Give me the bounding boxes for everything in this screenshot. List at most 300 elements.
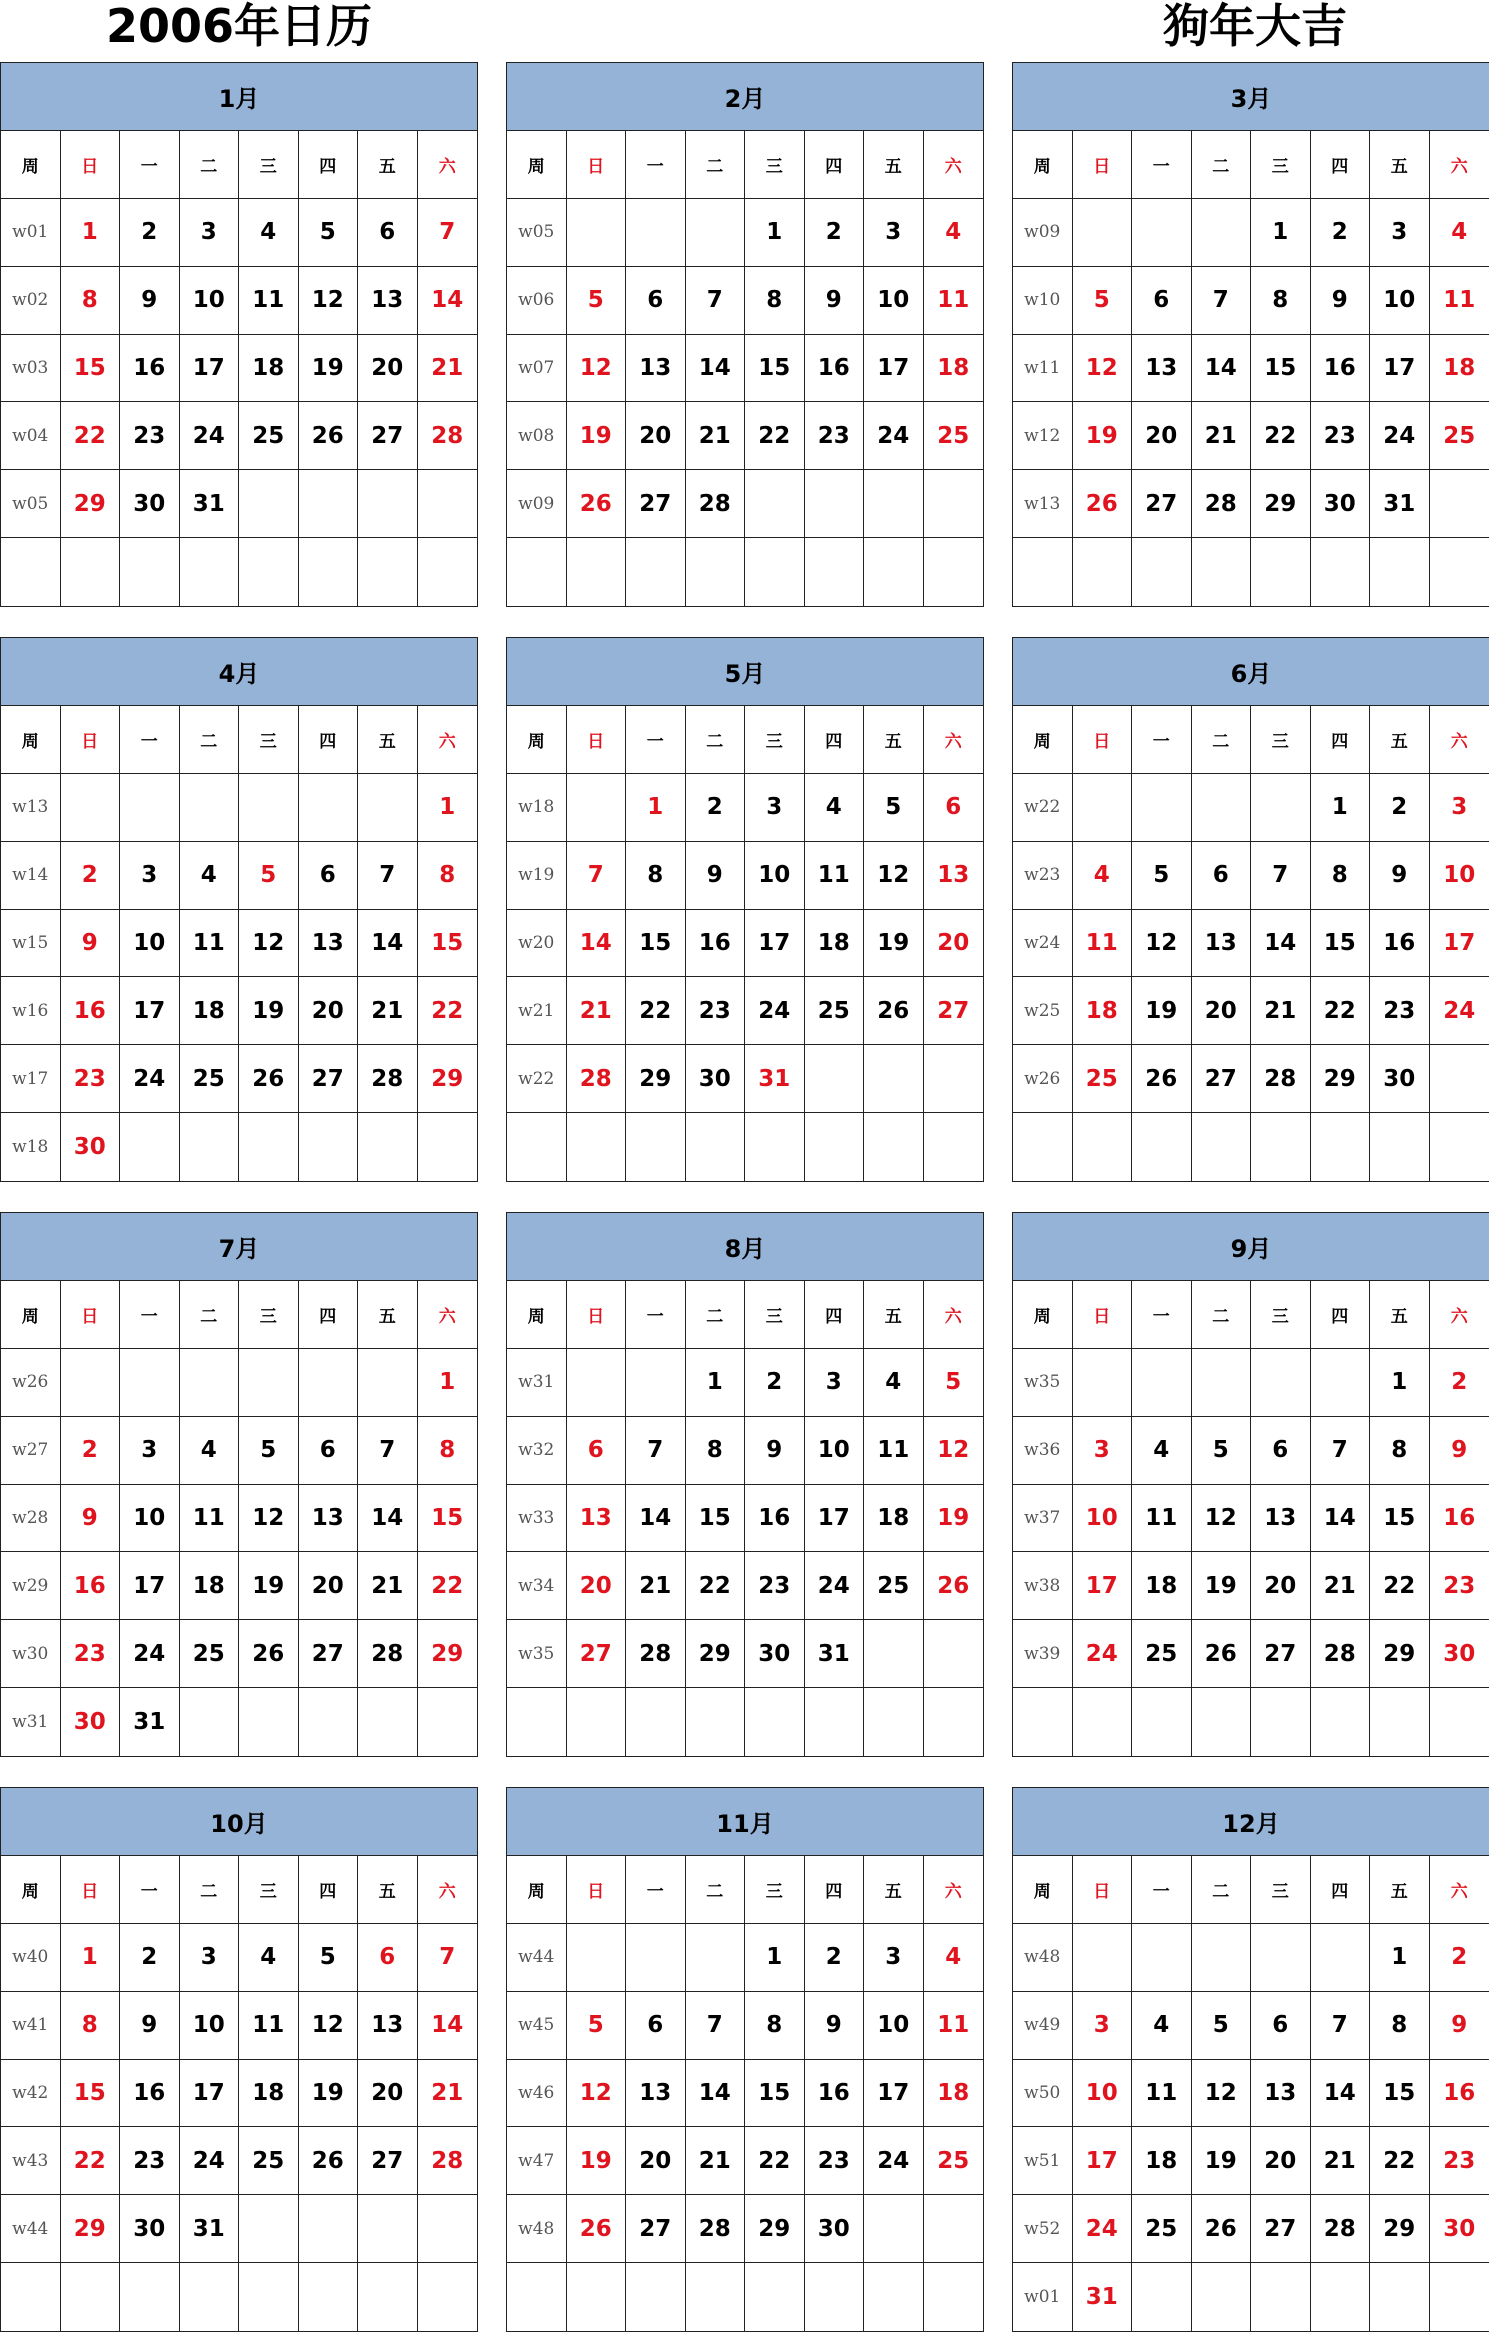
day-cell: 2 [1311, 199, 1371, 267]
week-number: w31 [507, 1349, 567, 1417]
week-number: w37 [1013, 1485, 1073, 1553]
week-number [507, 538, 567, 606]
day-cell: 1 [61, 199, 121, 267]
weekday-header: 日 [1073, 131, 1133, 199]
day-cell: 27 [358, 2127, 418, 2195]
week-number: w44 [507, 1924, 567, 1992]
day-cell: 11 [180, 910, 240, 978]
day-cell: 11 [924, 1992, 984, 2060]
day-cell: 20 [1251, 2127, 1311, 2195]
day-cell: 28 [1311, 1620, 1371, 1688]
day-cell: 8 [1251, 267, 1311, 335]
day-cell: 29 [418, 1620, 478, 1688]
day-cell: 1 [745, 1924, 805, 1992]
day-cell: 5 [299, 1924, 359, 1992]
day-cell: 7 [1251, 842, 1311, 910]
month-grid [1, 1856, 477, 2331]
week-number: w17 [1, 1045, 61, 1113]
day-cell [1073, 1113, 1133, 1181]
week-number: w44 [1, 2195, 61, 2263]
weekday-header: 六 [1430, 1281, 1489, 1349]
day-cell: 26 [567, 470, 627, 538]
week-number: w26 [1, 1349, 61, 1417]
weekday-header: 五 [864, 1281, 924, 1349]
month-block [0, 62, 478, 607]
day-cell [626, 1924, 686, 1992]
week-number: w39 [1013, 1620, 1073, 1688]
day-cell: 8 [61, 267, 121, 335]
month-block [1012, 62, 1489, 607]
day-cell: 20 [1132, 402, 1192, 470]
day-cell [924, 1688, 984, 1756]
weekday-header: 六 [924, 131, 984, 199]
day-cell: 20 [567, 1552, 627, 1620]
day-cell: 22 [418, 977, 478, 1045]
month-grid [507, 131, 983, 606]
month-block [0, 1787, 478, 2332]
week-number: w32 [507, 1417, 567, 1485]
week-number: w46 [507, 2060, 567, 2128]
day-cell: 27 [1192, 1045, 1252, 1113]
day-cell: 6 [358, 199, 418, 267]
day-cell: 17 [1073, 2127, 1133, 2195]
weekday-header: 二 [1192, 706, 1252, 774]
weekday-header: 三 [745, 706, 805, 774]
weekday-header: 日 [567, 1856, 627, 1924]
week-number: w01 [1013, 2263, 1073, 2331]
day-cell [299, 1688, 359, 1756]
day-cell [1192, 1349, 1252, 1417]
day-cell [1430, 470, 1489, 538]
week-number: w05 [507, 199, 567, 267]
day-cell [1311, 1349, 1371, 1417]
week-number: w19 [507, 842, 567, 910]
day-cell [567, 1349, 627, 1417]
day-cell: 28 [418, 402, 478, 470]
day-cell: 17 [864, 335, 924, 403]
day-cell: 13 [567, 1485, 627, 1553]
day-cell: 28 [686, 2195, 746, 2263]
day-cell: 14 [1311, 1485, 1371, 1553]
day-cell: 5 [567, 1992, 627, 2060]
day-cell: 11 [1132, 2060, 1192, 2128]
day-cell: 16 [1311, 335, 1371, 403]
day-cell [299, 1113, 359, 1181]
day-cell [626, 199, 686, 267]
day-cell: 25 [180, 1620, 240, 1688]
day-cell [1370, 2263, 1430, 2331]
day-cell: 31 [1370, 470, 1430, 538]
week-number: w52 [1013, 2195, 1073, 2263]
week-column-header: 周 [1, 1856, 61, 1924]
day-cell: 27 [1251, 1620, 1311, 1688]
weekday-header: 日 [1073, 1856, 1133, 1924]
day-cell: 13 [924, 842, 984, 910]
day-cell: 29 [1251, 470, 1311, 538]
day-cell: 3 [180, 199, 240, 267]
day-cell: 10 [180, 267, 240, 335]
day-cell: 16 [61, 1552, 121, 1620]
day-cell [1132, 538, 1192, 606]
month-title: 12月 [1013, 1788, 1489, 1856]
day-cell: 7 [626, 1417, 686, 1485]
day-cell: 13 [626, 335, 686, 403]
day-cell: 30 [1430, 2195, 1489, 2263]
day-cell [924, 2195, 984, 2263]
day-cell: 25 [1430, 402, 1489, 470]
day-cell [567, 538, 627, 606]
day-cell: 3 [864, 199, 924, 267]
day-cell: 4 [1132, 1417, 1192, 1485]
weekday-header: 六 [924, 706, 984, 774]
day-cell: 20 [299, 977, 359, 1045]
day-cell [1251, 1924, 1311, 1992]
day-cell: 15 [745, 2060, 805, 2128]
day-cell: 30 [1370, 1045, 1430, 1113]
month-grid [1013, 1281, 1489, 1756]
day-cell: 3 [1073, 1417, 1133, 1485]
day-cell: 20 [358, 335, 418, 403]
day-cell: 7 [686, 267, 746, 335]
day-cell: 11 [1430, 267, 1489, 335]
day-cell: 2 [1430, 1349, 1489, 1417]
day-cell: 10 [805, 1417, 865, 1485]
day-cell [1251, 1113, 1311, 1181]
day-cell [924, 1045, 984, 1113]
weekday-header: 四 [299, 1281, 359, 1349]
day-cell [358, 1688, 418, 1756]
day-cell [686, 1924, 746, 1992]
day-cell [864, 1620, 924, 1688]
day-cell: 3 [1430, 774, 1489, 842]
day-cell [864, 470, 924, 538]
day-cell [626, 1688, 686, 1756]
day-cell [1132, 774, 1192, 842]
day-cell: 2 [1370, 774, 1430, 842]
week-number: w45 [507, 1992, 567, 2060]
day-cell: 5 [239, 842, 299, 910]
day-cell: 28 [1192, 470, 1252, 538]
day-cell [1251, 538, 1311, 606]
month-title: 6月 [1013, 638, 1489, 706]
day-cell: 25 [239, 402, 299, 470]
day-cell: 12 [924, 1417, 984, 1485]
weekday-header: 一 [626, 1856, 686, 1924]
weekday-header: 二 [1192, 131, 1252, 199]
day-cell: 11 [239, 267, 299, 335]
day-cell: 22 [1370, 1552, 1430, 1620]
week-number: w35 [507, 1620, 567, 1688]
month-block [0, 1212, 478, 1757]
day-cell [418, 538, 478, 606]
day-cell: 16 [805, 2060, 865, 2128]
day-cell: 26 [299, 402, 359, 470]
day-cell [418, 2263, 478, 2331]
week-number: w29 [1, 1552, 61, 1620]
day-cell [1192, 538, 1252, 606]
day-cell: 24 [120, 1620, 180, 1688]
day-cell: 15 [1370, 1485, 1430, 1553]
day-cell: 25 [864, 1552, 924, 1620]
weekday-header: 五 [864, 1856, 924, 1924]
day-cell: 4 [180, 842, 240, 910]
month-title: 5月 [507, 638, 983, 706]
day-cell [626, 538, 686, 606]
day-cell: 28 [1251, 1045, 1311, 1113]
day-cell: 19 [924, 1485, 984, 1553]
weekday-header: 一 [626, 706, 686, 774]
day-cell: 24 [180, 2127, 240, 2195]
day-cell: 23 [1430, 2127, 1489, 2195]
day-cell: 7 [1311, 1992, 1371, 2060]
day-cell: 1 [745, 199, 805, 267]
weekday-header: 一 [120, 1281, 180, 1349]
week-number: w38 [1013, 1552, 1073, 1620]
week-column-header: 周 [507, 131, 567, 199]
week-number [1013, 1688, 1073, 1756]
month-title: 7月 [1, 1213, 477, 1281]
day-cell: 9 [61, 1485, 121, 1553]
day-cell [1430, 538, 1489, 606]
day-cell: 29 [745, 2195, 805, 2263]
week-number: w09 [1013, 199, 1073, 267]
week-number: w08 [507, 402, 567, 470]
day-cell: 2 [686, 774, 746, 842]
day-cell: 21 [1251, 977, 1311, 1045]
day-cell: 9 [1370, 842, 1430, 910]
day-cell [418, 1688, 478, 1756]
day-cell: 25 [924, 2127, 984, 2195]
day-cell: 3 [180, 1924, 240, 1992]
day-cell: 14 [418, 267, 478, 335]
weekday-header: 二 [686, 131, 746, 199]
day-cell: 7 [1192, 267, 1252, 335]
weekday-header: 日 [567, 1281, 627, 1349]
day-cell [924, 1113, 984, 1181]
weekday-header: 日 [567, 131, 627, 199]
day-cell: 14 [567, 910, 627, 978]
week-number: w20 [507, 910, 567, 978]
weekday-header: 三 [239, 131, 299, 199]
weekday-header: 二 [686, 1856, 746, 1924]
day-cell: 22 [1251, 402, 1311, 470]
day-cell: 5 [1073, 267, 1133, 335]
weekday-header: 二 [180, 706, 240, 774]
week-number: w18 [1, 1113, 61, 1181]
weekday-header: 一 [626, 131, 686, 199]
day-cell: 8 [418, 1417, 478, 1485]
week-number: w34 [507, 1552, 567, 1620]
day-cell [1370, 1688, 1430, 1756]
day-cell: 23 [805, 402, 865, 470]
day-cell: 27 [299, 1620, 359, 1688]
day-cell [567, 1688, 627, 1756]
day-cell: 1 [1370, 1349, 1430, 1417]
day-cell [1192, 1924, 1252, 1992]
month-title: 10月 [1, 1788, 477, 1856]
day-cell [864, 1045, 924, 1113]
day-cell [180, 774, 240, 842]
day-cell: 25 [180, 1045, 240, 1113]
day-cell: 30 [1311, 470, 1371, 538]
day-cell: 14 [626, 1485, 686, 1553]
weekday-header: 三 [239, 706, 299, 774]
day-cell: 31 [180, 470, 240, 538]
day-cell: 7 [418, 1924, 478, 1992]
week-number: w51 [1013, 2127, 1073, 2195]
weekday-header: 一 [1132, 1281, 1192, 1349]
month-grid [1013, 1856, 1489, 2331]
day-cell: 12 [299, 267, 359, 335]
day-cell: 30 [1430, 1620, 1489, 1688]
day-cell: 21 [418, 335, 478, 403]
weekday-header: 六 [418, 131, 478, 199]
day-cell: 31 [805, 1620, 865, 1688]
day-cell: 17 [745, 910, 805, 978]
day-cell [686, 1113, 746, 1181]
day-cell: 10 [745, 842, 805, 910]
day-cell: 6 [299, 1417, 359, 1485]
day-cell: 6 [924, 774, 984, 842]
month-block [1012, 1212, 1489, 1757]
day-cell [61, 1349, 121, 1417]
day-cell: 21 [1311, 2127, 1371, 2195]
day-cell: 26 [1192, 1620, 1252, 1688]
weekday-header: 四 [1311, 131, 1371, 199]
month-title: 11月 [507, 1788, 983, 1856]
day-cell: 16 [686, 910, 746, 978]
day-cell [1311, 1113, 1371, 1181]
weekday-header: 三 [745, 1281, 805, 1349]
week-column-header: 周 [1013, 131, 1073, 199]
day-cell: 26 [864, 977, 924, 1045]
day-cell: 17 [1370, 335, 1430, 403]
day-cell [1192, 199, 1252, 267]
day-cell: 22 [745, 402, 805, 470]
week-number: w26 [1013, 1045, 1073, 1113]
day-cell: 10 [1073, 2060, 1133, 2128]
day-cell: 19 [864, 910, 924, 978]
day-cell [626, 2263, 686, 2331]
weekday-header: 一 [120, 706, 180, 774]
day-cell: 19 [1192, 1552, 1252, 1620]
week-number: w02 [1, 267, 61, 335]
day-cell: 10 [864, 267, 924, 335]
day-cell: 27 [626, 2195, 686, 2263]
day-cell: 8 [1370, 1992, 1430, 2060]
weekday-header: 二 [180, 1281, 240, 1349]
month-grid [507, 1856, 983, 2331]
weekday-header: 五 [358, 1281, 418, 1349]
day-cell: 17 [864, 2060, 924, 2128]
day-cell: 23 [120, 402, 180, 470]
weekday-header: 二 [180, 131, 240, 199]
day-cell [567, 1113, 627, 1181]
day-cell: 15 [61, 2060, 121, 2128]
weekday-header: 三 [239, 1856, 299, 1924]
day-cell: 5 [1132, 842, 1192, 910]
day-cell [1132, 2263, 1192, 2331]
week-number: w47 [507, 2127, 567, 2195]
day-cell: 19 [567, 2127, 627, 2195]
day-cell [61, 2263, 121, 2331]
weekday-header: 日 [1073, 706, 1133, 774]
day-cell: 5 [239, 1417, 299, 1485]
day-cell: 6 [1192, 842, 1252, 910]
day-cell [1311, 1924, 1371, 1992]
day-cell: 4 [805, 774, 865, 842]
day-cell: 3 [864, 1924, 924, 1992]
day-cell: 10 [180, 1992, 240, 2060]
weekday-header: 四 [1311, 706, 1371, 774]
day-cell: 13 [1192, 910, 1252, 978]
week-number: w18 [507, 774, 567, 842]
day-cell: 29 [61, 2195, 121, 2263]
day-cell: 8 [1370, 1417, 1430, 1485]
day-cell: 19 [299, 2060, 359, 2128]
day-cell: 10 [1073, 1485, 1133, 1553]
day-cell: 2 [120, 1924, 180, 1992]
day-cell: 8 [686, 1417, 746, 1485]
day-cell: 13 [1251, 1485, 1311, 1553]
month-grid [507, 1281, 983, 1756]
weekday-header: 二 [686, 706, 746, 774]
week-column-header: 周 [1013, 1281, 1073, 1349]
day-cell: 30 [61, 1113, 121, 1181]
day-cell [1311, 2263, 1371, 2331]
day-cell: 17 [180, 335, 240, 403]
week-column-header: 周 [507, 1281, 567, 1349]
day-cell: 27 [299, 1045, 359, 1113]
day-cell: 4 [864, 1349, 924, 1417]
day-cell: 25 [239, 2127, 299, 2195]
day-cell: 15 [418, 1485, 478, 1553]
month-title: 4月 [1, 638, 477, 706]
day-cell: 2 [61, 1417, 121, 1485]
day-cell: 22 [61, 2127, 121, 2195]
day-cell [686, 538, 746, 606]
day-cell: 12 [1132, 910, 1192, 978]
day-cell: 24 [864, 402, 924, 470]
day-cell: 11 [864, 1417, 924, 1485]
day-cell: 3 [745, 774, 805, 842]
weekday-header: 一 [1132, 1856, 1192, 1924]
day-cell: 24 [1430, 977, 1489, 1045]
day-cell [120, 1349, 180, 1417]
week-number: w30 [1, 1620, 61, 1688]
day-cell [864, 2195, 924, 2263]
day-cell: 18 [1132, 2127, 1192, 2195]
day-cell: 4 [1430, 199, 1489, 267]
day-cell: 20 [1251, 1552, 1311, 1620]
day-cell: 9 [805, 267, 865, 335]
day-cell: 6 [1132, 267, 1192, 335]
day-cell: 3 [1073, 1992, 1133, 2060]
day-cell [805, 470, 865, 538]
day-cell: 10 [120, 1485, 180, 1553]
day-cell [1251, 1688, 1311, 1756]
day-cell: 27 [567, 1620, 627, 1688]
day-cell: 25 [924, 402, 984, 470]
day-cell: 2 [805, 1924, 865, 1992]
day-cell [1370, 538, 1430, 606]
day-cell: 6 [299, 842, 359, 910]
day-cell [61, 538, 121, 606]
day-cell: 8 [61, 1992, 121, 2060]
day-cell [745, 538, 805, 606]
week-column-header: 周 [1013, 706, 1073, 774]
week-number: w15 [1, 910, 61, 978]
